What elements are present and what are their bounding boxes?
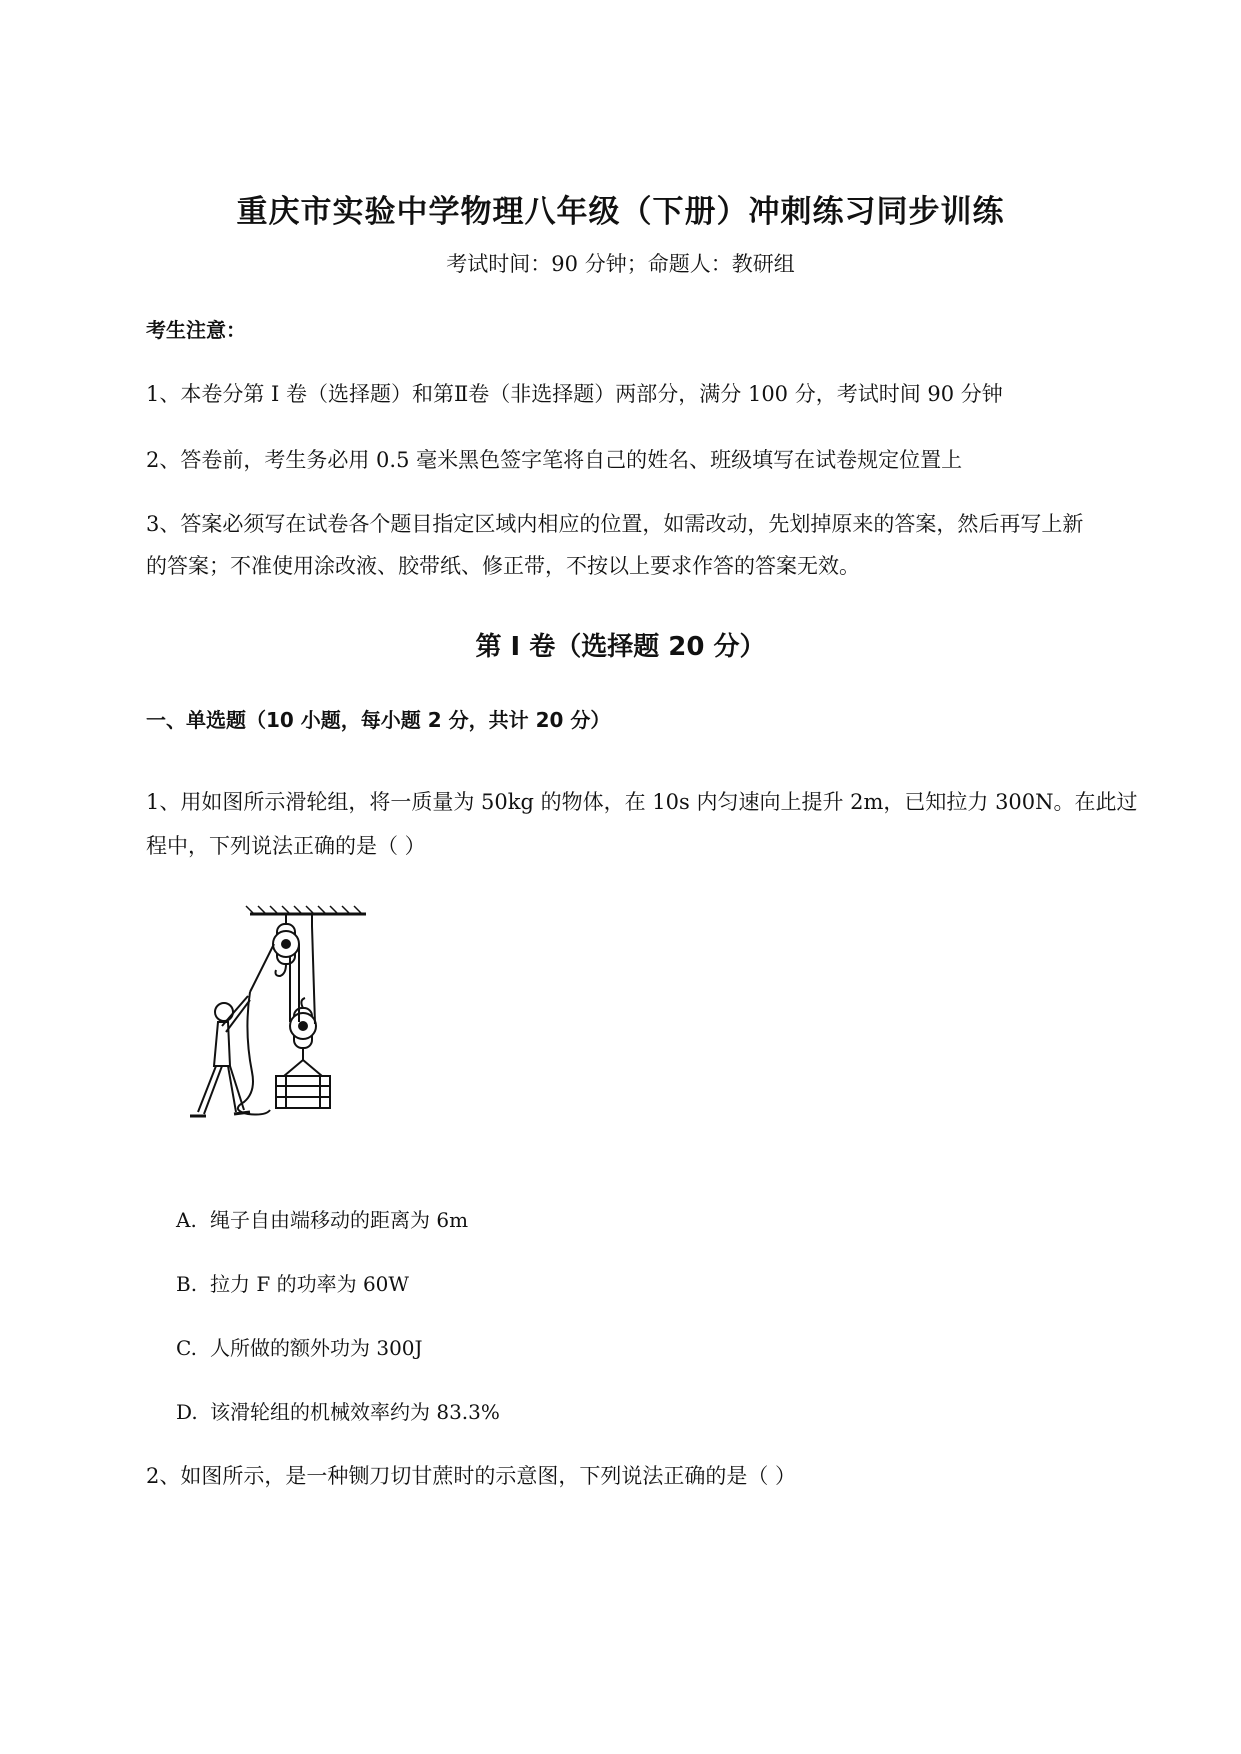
notice-item-2: 2、答卷前，考生务必用 0.5 毫米黑色签字笔将自己的姓名、班级填写在试卷规定位置上 (146, 448, 963, 472)
question-1-option-a[interactable] (176, 1204, 468, 1233)
pulley-figure (178, 904, 368, 1126)
option-text: 拉力 F 的功率为 60W (210, 1272, 409, 1296)
question-1-stem-cont: 程中，下列说法正确的是（ ） (146, 834, 426, 858)
option-letter: D. (176, 1400, 198, 1424)
notice-item-3-cont: 的答案；不准使用涂改液、胶带纸、修正带，不按以上要求作答的答案无效。 (146, 554, 860, 578)
question-1-option-d[interactable] (176, 1396, 500, 1425)
part-title: 一、单选题（10 小题，每小题 2 分，共计 20 分） (146, 708, 611, 732)
question-1-option-b[interactable] (176, 1268, 409, 1297)
notice-item-1: 1、本卷分第 I 卷（选择题）和第Ⅱ卷（非选择题）两部分，满分 100 分，考试时间 90 分钟 (146, 382, 1003, 406)
option-letter: A. (176, 1208, 197, 1232)
question-1-stem: 1、用如图所示滑轮组，将一质量为 50kg 的物体，在 10s 内匀速向上提升 2m，已知拉力 300N。在此过 (146, 790, 1138, 814)
option-text: 该滑轮组的机械效率约为 83.3% (210, 1400, 500, 1424)
notice-label: 考生注意： (146, 318, 246, 342)
exam-subtitle: 考试时间：90 分钟；命题人：教研组 (446, 252, 795, 276)
option-text: 人所做的额外功为 300J (210, 1336, 423, 1360)
option-text: 绳子自由端移动的距离为 6m (210, 1208, 469, 1232)
exam-title: 重庆市实验中学物理八年级（下册）冲刺练习同步训练 (236, 194, 1005, 230)
section-title: 第 I 卷（选择题 20 分） (475, 632, 766, 662)
question-1-option-c[interactable] (176, 1332, 423, 1361)
option-letter: C. (176, 1336, 197, 1360)
question-2-stem: 2、如图所示，是一种铡刀切甘蔗时的示意图，下列说法正确的是（ ） (146, 1464, 797, 1488)
notice-item-3: 3、答案必须写在试卷各个题目指定区域内相应的位置，如需改动，先划掉原来的答案，然后再写上新 (146, 512, 1084, 536)
option-letter: B. (176, 1272, 198, 1296)
